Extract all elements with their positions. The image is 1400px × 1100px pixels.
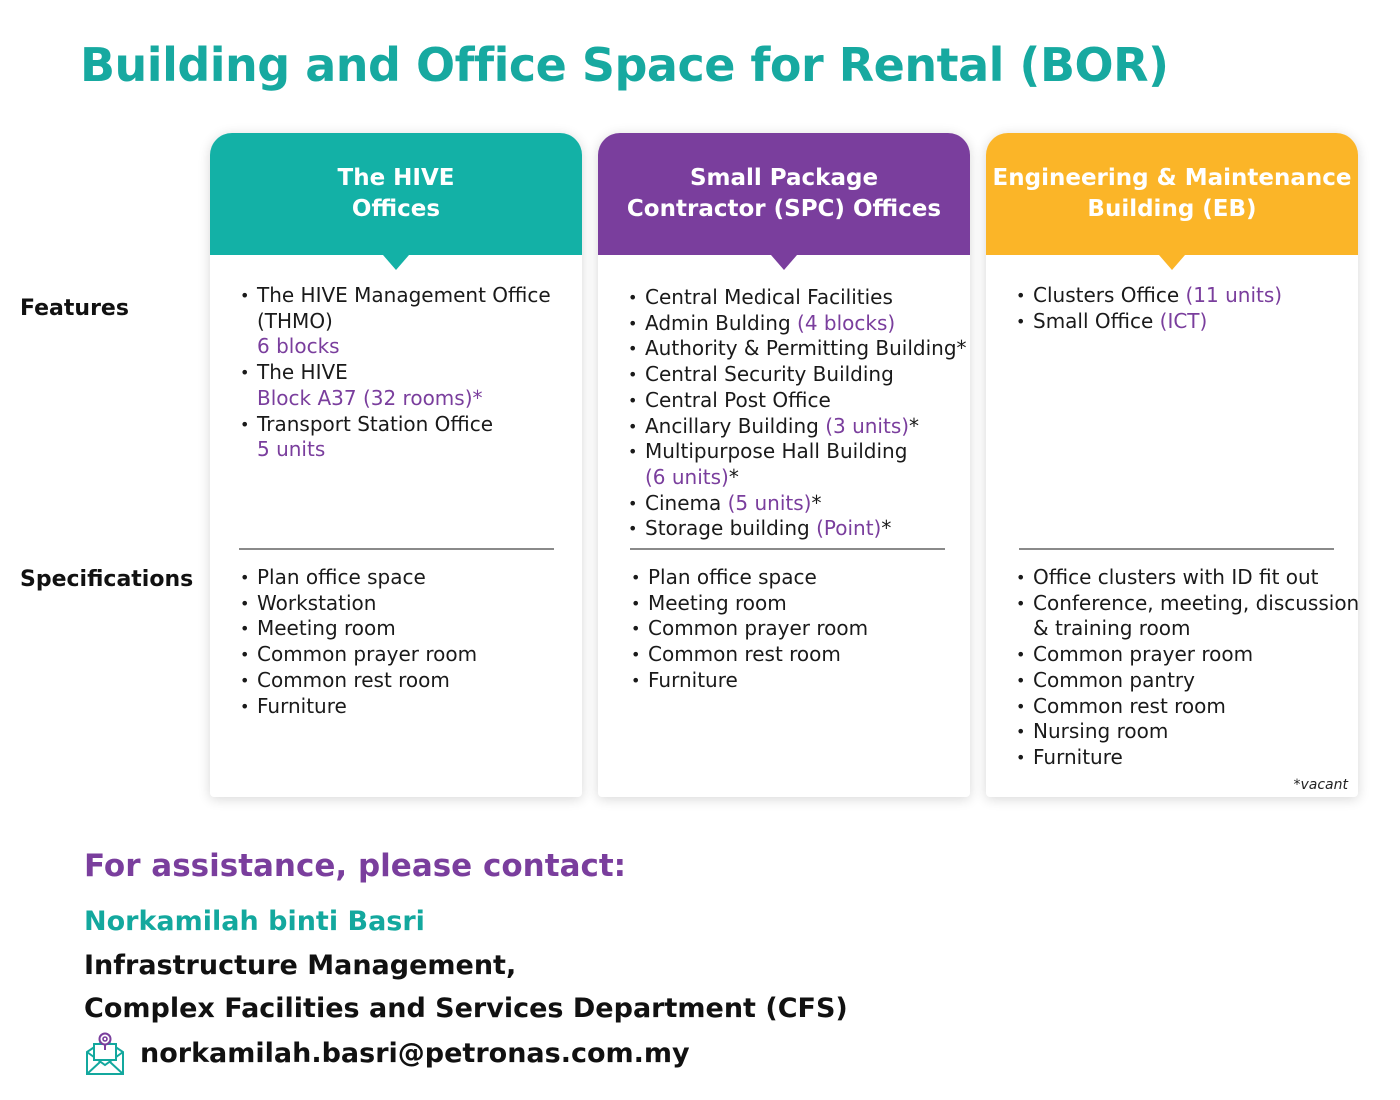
feature-count: (3 units) — [825, 413, 910, 438]
card-title-line: Contractor (SPC) Offices — [626, 196, 942, 222]
feature-text: Admin Bulding — [645, 310, 798, 335]
feature-line — [645, 491, 964, 517]
specification-line: • Office clusters with ID fit out — [1033, 565, 1319, 589]
vacant-note: *vacant — [1293, 777, 1348, 793]
feature-item — [628, 336, 967, 362]
specification-line: • Common pantry — [1033, 667, 1195, 692]
specification-item: • Meeting room — [240, 616, 576, 642]
feature-text: Central Post Office — [645, 387, 831, 412]
feature-line — [645, 311, 964, 337]
specification-line: & training room — [1033, 616, 1191, 641]
feature-text: Ancillary Building — [645, 413, 826, 438]
contact-unit: Infrastructure Management, — [84, 950, 517, 981]
specification-line: • Nursing room — [1033, 719, 1169, 744]
card-header — [210, 133, 582, 255]
specification-line: • Common rest room — [1033, 693, 1226, 718]
feature-text: Multipurpose Hall Building — [645, 439, 908, 464]
feature-line — [645, 439, 964, 465]
feature-count: (Point) — [816, 516, 882, 541]
feature-line — [257, 360, 576, 386]
features-row-label: Features — [20, 296, 129, 321]
engineering-building-card — [986, 133, 1358, 797]
feature-text: Block A37 (32 rooms)* — [257, 385, 483, 410]
feature-item — [628, 439, 964, 490]
feature-item — [1016, 283, 1352, 309]
specification-item — [1016, 745, 1352, 771]
feature-item — [1016, 309, 1352, 335]
feature-line — [257, 334, 576, 360]
card-header — [986, 133, 1358, 255]
section-divider — [239, 548, 554, 550]
specification-item — [1016, 642, 1352, 668]
feature-item — [628, 285, 964, 311]
specification-item: • Plan office space — [240, 565, 576, 591]
feature-count: (5 units) — [727, 490, 812, 515]
specification-item: • Common rest room — [240, 668, 576, 694]
feature-item — [240, 412, 576, 463]
contact-department: Complex Facilities and Services Department (CFS) — [84, 993, 848, 1024]
feature-text: The HIVE Management Office — [257, 283, 551, 307]
feature-text: Central Security Building — [645, 362, 894, 387]
feature-count: (11 units) — [1185, 283, 1283, 307]
card-title-line: Small Package — [689, 165, 879, 191]
card-title-line: Building (EB) — [1087, 196, 1257, 222]
specification-item: • Plan office space — [631, 565, 964, 591]
feature-line — [257, 437, 576, 463]
feature-text: (THMO) — [257, 308, 333, 333]
feature-text: Transport Station Office — [257, 411, 494, 436]
contact-name: Norkamilah binti Basri — [84, 906, 425, 937]
feature-item — [628, 491, 964, 517]
feature-text: 6 blocks — [257, 334, 340, 359]
feature-line — [257, 283, 576, 309]
specifications-list — [1016, 565, 1360, 771]
feature-count: (4 blocks) — [797, 310, 896, 335]
feature-line — [645, 336, 967, 362]
feature-line — [645, 414, 964, 440]
specifications-list — [240, 565, 576, 719]
vacant-mark: * — [881, 516, 892, 541]
feature-line — [645, 465, 964, 491]
contact-email-link[interactable]: norkamilah.basri@petronas.com.my — [140, 1038, 690, 1069]
specification-line: • Conference, meeting, discussion — [1033, 590, 1360, 615]
card-title-line: Offices — [351, 196, 441, 222]
feature-line — [645, 362, 964, 388]
specification-line: • Common prayer room — [1033, 642, 1254, 667]
vacant-mark: * — [909, 413, 920, 438]
section-divider — [630, 548, 945, 550]
specifications-list — [631, 565, 964, 694]
feature-text: Small Office — [1033, 308, 1160, 333]
feature-text: Central Medical Facilities — [645, 285, 893, 309]
specification-item — [1016, 590, 1360, 642]
specification-item: • Common prayer room — [631, 616, 964, 642]
card-title-line: Engineering & Maintenance — [992, 165, 1352, 191]
feature-item — [628, 311, 964, 337]
features-list — [628, 285, 967, 542]
section-divider — [1019, 548, 1334, 550]
page-title: Building and Office Space for Rental (BOR) — [80, 38, 1169, 92]
feature-line — [1033, 283, 1352, 309]
feature-item — [628, 388, 964, 414]
specification-item: • Meeting room — [631, 591, 964, 617]
feature-item — [628, 362, 964, 388]
feature-text: Authority & Permitting Building* — [645, 336, 967, 361]
feature-text: 5 units — [257, 437, 326, 462]
feature-line — [645, 285, 964, 311]
feature-line — [645, 516, 964, 542]
feature-line — [645, 388, 964, 414]
feature-item — [240, 283, 576, 360]
card-header — [598, 133, 970, 255]
specification-item: • Furniture — [631, 668, 964, 694]
spc-offices-card — [598, 133, 970, 797]
contact-heading: For assistance, please contact: — [84, 848, 627, 884]
specification-item: • Furniture — [240, 694, 576, 720]
envelope-icon — [82, 1032, 128, 1078]
specification-item — [1016, 565, 1352, 591]
feature-line — [257, 309, 576, 335]
specification-item — [1016, 694, 1352, 720]
feature-line — [257, 386, 576, 412]
specification-item — [1016, 668, 1352, 694]
feature-line — [1033, 309, 1352, 335]
features-list — [240, 283, 576, 463]
specification-line: • Furniture — [1033, 744, 1123, 769]
feature-item — [628, 516, 964, 542]
specification-item: • Workstation — [240, 591, 576, 617]
feature-item — [628, 414, 964, 440]
card-title-line: The HIVE — [337, 165, 455, 191]
feature-count: (ICT) — [1159, 308, 1208, 333]
feature-text: Storage building — [645, 516, 817, 541]
vacant-mark: * — [728, 464, 739, 489]
specification-item: • Common prayer room — [240, 642, 576, 668]
feature-count: (6 units) — [645, 464, 729, 489]
feature-item — [240, 360, 576, 411]
specification-item: • Common rest room — [631, 642, 964, 668]
specification-item — [1016, 719, 1352, 745]
feature-text: Cinema — [645, 490, 728, 515]
vacant-mark: * — [811, 490, 822, 515]
feature-text: The HIVE — [257, 360, 348, 385]
specifications-row-label: Specifications — [20, 567, 194, 592]
feature-text: Clusters Office — [1033, 283, 1186, 307]
features-list — [1016, 283, 1352, 334]
feature-line — [257, 412, 576, 438]
hive-offices-card — [210, 133, 582, 797]
